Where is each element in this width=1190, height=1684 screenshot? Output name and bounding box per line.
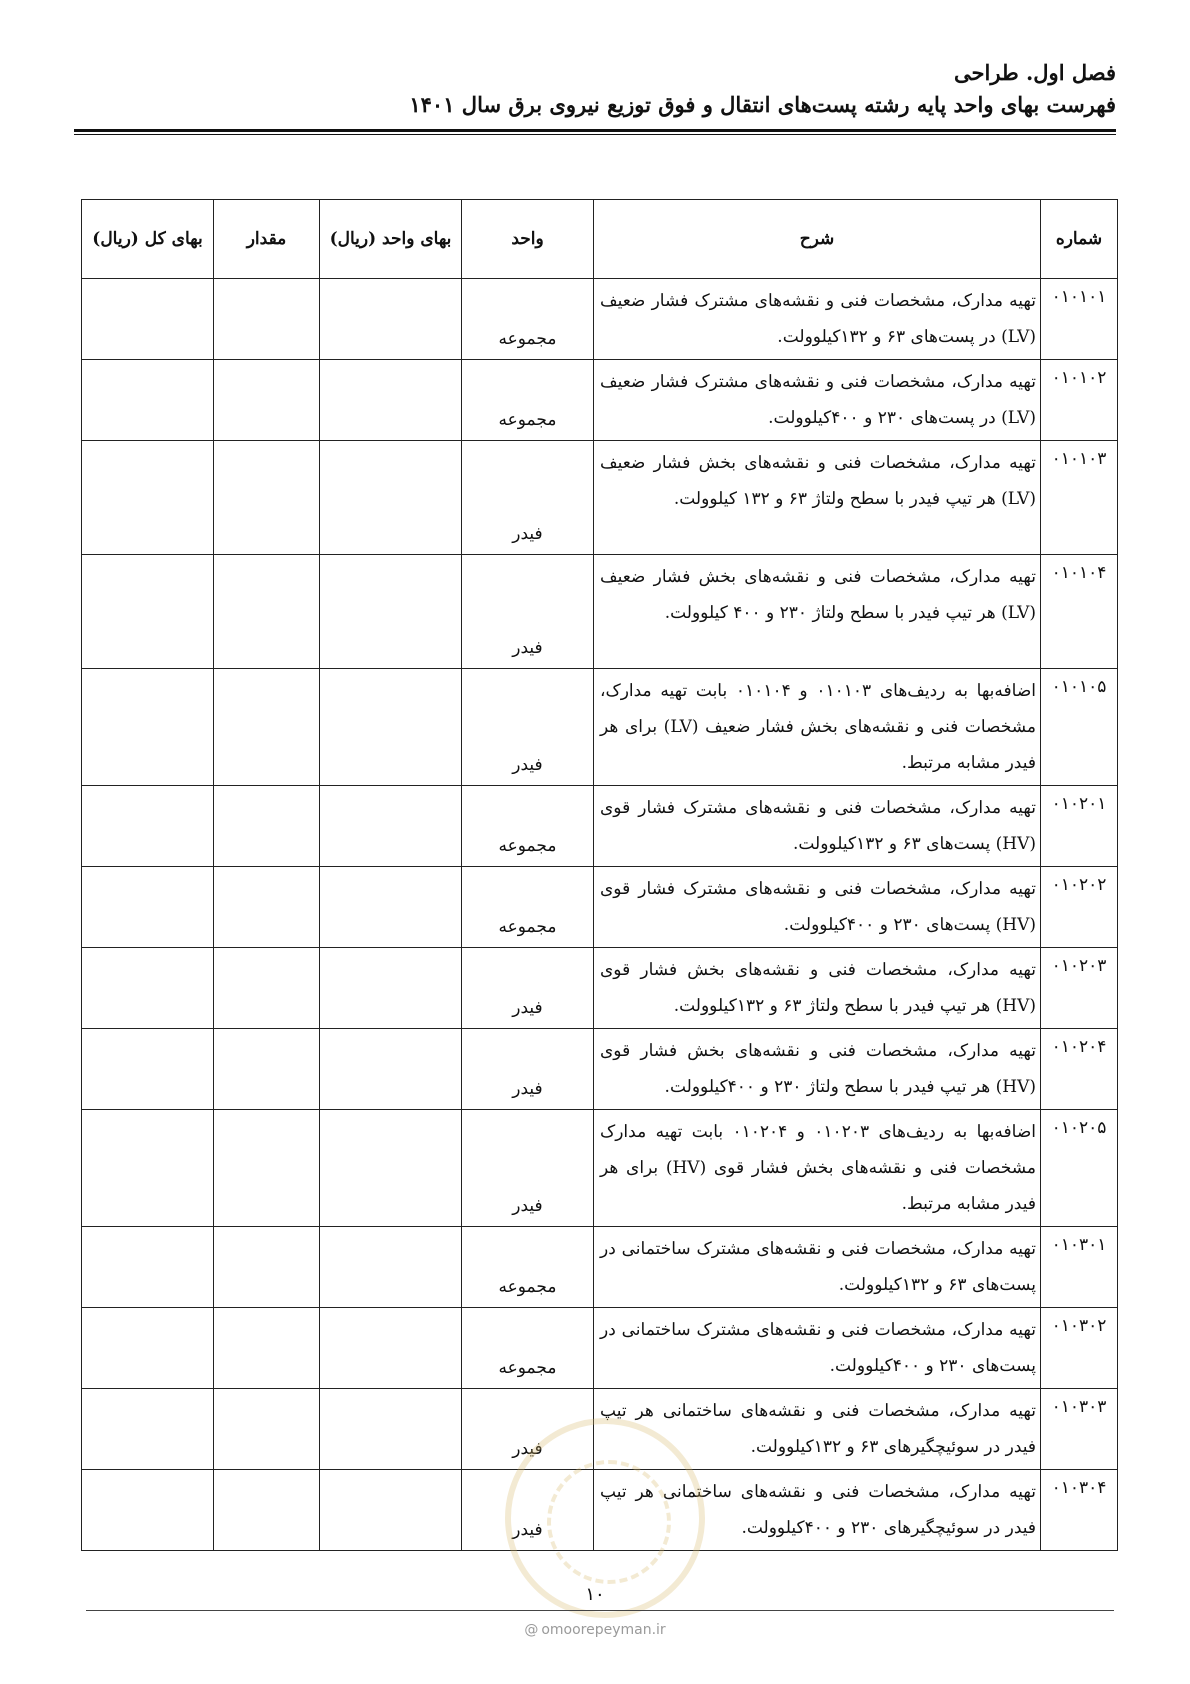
row-quantity [214, 1470, 320, 1551]
row-number: ۰۱۰۱۰۳ [1041, 441, 1118, 555]
row-quantity [214, 1110, 320, 1227]
row-unit-price [320, 1389, 462, 1470]
table-row [82, 555, 1118, 669]
row-quantity [214, 279, 320, 360]
row-quantity [214, 786, 320, 867]
row-description: تهیه مدارک، مشخصات فنی و نقشه‌های مشترک فشار ضعیف (LV) در پست‌های ۶۳ و ۱۳۲کیلوولت. [594, 279, 1041, 360]
row-unit: مجموعه [462, 1227, 594, 1308]
row-quantity [214, 1227, 320, 1308]
table-row [82, 1110, 1118, 1227]
chapter-title: فصل اول. طراحی [954, 60, 1116, 85]
header-rule-thin [74, 134, 1116, 135]
row-unit: فیدر [462, 669, 594, 786]
table-header-row [82, 200, 1118, 279]
table-row [82, 441, 1118, 555]
row-total-price [82, 1227, 214, 1308]
row-description: اضافه‌بها به ردیف‌های ۰۱۰۱۰۳ و ۰۱۰۱۰۴ بابت تهیه مدارک، مشخصات فنی و نقشه‌های بخش فشار ضعیف (LV) برای هر فیدر مشابه مرتبط. [594, 669, 1041, 786]
row-unit: مجموعه [462, 1308, 594, 1389]
column-header-quantity: مقدار [214, 200, 320, 279]
row-description: تهیه مدارک، مشخصات فنی و نقشه‌های ساختمانی هر تیپ فیدر در سوئیچگیرهای ۶۳ و ۱۳۲کیلوولت. [594, 1389, 1041, 1470]
table-row [82, 948, 1118, 1029]
row-number: ۰۱۰۲۰۲ [1041, 867, 1118, 948]
column-header-total-price: بهای کل (ریال) [82, 200, 214, 279]
row-unit: فیدر [462, 948, 594, 1029]
row-total-price [82, 1470, 214, 1551]
row-total-price [82, 555, 214, 669]
row-total-price [82, 1110, 214, 1227]
row-number: ۰۱۰۱۰۱ [1041, 279, 1118, 360]
row-total-price [82, 441, 214, 555]
row-quantity [214, 669, 320, 786]
column-header-unit: واحد [462, 200, 594, 279]
header-rule-thick [74, 129, 1116, 132]
row-unit-price [320, 1308, 462, 1389]
column-header-description: شرح [594, 200, 1041, 279]
website-text: omoorepeyman.ir [541, 1622, 666, 1638]
row-quantity [214, 1308, 320, 1389]
row-description: تهیه مدارک، مشخصات فنی و نقشه‌های مشترک فشار قوی (HV) پست‌های ۶۳ و ۱۳۲کیلوولت. [594, 786, 1041, 867]
table-row [82, 1308, 1118, 1389]
row-number: ۰۱۰۱۰۵ [1041, 669, 1118, 786]
row-description: تهیه مدارک، مشخصات فنی و نقشه‌های بخش فشار ضعیف (LV) هر تیپ فیدر با سطح ولتاژ ۶۳ و ۱۳۲ کیلوولت. [594, 441, 1041, 555]
row-total-price [82, 1308, 214, 1389]
row-number: ۰۱۰۱۰۲ [1041, 360, 1118, 441]
row-unit-price [320, 669, 462, 786]
row-total-price [82, 279, 214, 360]
table-row [82, 279, 1118, 360]
row-unit-price [320, 867, 462, 948]
row-unit: مجموعه [462, 786, 594, 867]
footer-rule [86, 1610, 1114, 1611]
row-unit: مجموعه [462, 279, 594, 360]
row-unit-price [320, 441, 462, 555]
column-header-number: شماره [1041, 200, 1118, 279]
row-total-price [82, 948, 214, 1029]
table-row [82, 867, 1118, 948]
row-total-price [82, 669, 214, 786]
row-number: ۰۱۰۲۰۳ [1041, 948, 1118, 1029]
row-unit-price [320, 1029, 462, 1110]
row-unit-price [320, 279, 462, 360]
row-quantity [214, 1029, 320, 1110]
row-total-price [82, 360, 214, 441]
row-unit-price [320, 948, 462, 1029]
row-description: تهیه مدارک، مشخصات فنی و نقشه‌های بخش فشار ضعیف (LV) هر تیپ فیدر با سطح ولتاژ ۲۳۰ و ۴۰۰ کیلوولت. [594, 555, 1041, 669]
row-total-price [82, 786, 214, 867]
row-total-price [82, 1389, 214, 1470]
page-number: ۱۰ [585, 1584, 605, 1605]
row-number: ۰۱۰۲۰۱ [1041, 786, 1118, 867]
row-number: ۰۱۰۲۰۵ [1041, 1110, 1118, 1227]
row-description: تهیه مدارک، مشخصات فنی و نقشه‌های مشترک ساختمانی در پست‌های ۲۳۰ و ۴۰۰کیلوولت. [594, 1308, 1041, 1389]
row-quantity [214, 555, 320, 669]
row-unit: فیدر [462, 1029, 594, 1110]
row-total-price [82, 1029, 214, 1110]
row-number: ۰۱۰۳۰۴ [1041, 1470, 1118, 1551]
row-unit: مجموعه [462, 867, 594, 948]
row-unit: فیدر [462, 441, 594, 555]
table-row [82, 1227, 1118, 1308]
row-unit: فیدر [462, 1110, 594, 1227]
row-unit-price [320, 1227, 462, 1308]
row-description: تهیه مدارک، مشخصات فنی و نقشه‌های ساختمانی هر تیپ فیدر در سوئیچگیرهای ۲۳۰ و ۴۰۰کیلوولت. [594, 1470, 1041, 1551]
row-description: تهیه مدارک، مشخصات فنی و نقشه‌های بخش فشار قوی (HV) هر تیپ فیدر با سطح ولتاژ ۲۳۰ و ۴۰۰کیلوولت. [594, 1029, 1041, 1110]
row-number: ۰۱۰۳۰۳ [1041, 1389, 1118, 1470]
price-list-table [81, 199, 1118, 1551]
document-subtitle: فهرست بهای واحد پایه رشته پست‌های انتقال و فوق توزیع نیروی برق سال ۱۴۰۱ [409, 92, 1116, 117]
row-number: ۰۱۰۳۰۱ [1041, 1227, 1118, 1308]
column-header-unit-price: بهای واحد (ریال) [320, 200, 462, 279]
row-total-price [82, 867, 214, 948]
row-number: ۰۱۰۳۰۲ [1041, 1308, 1118, 1389]
row-number: ۰۱۰۱۰۴ [1041, 555, 1118, 669]
row-quantity [214, 360, 320, 441]
row-description: تهیه مدارک، مشخصات فنی و نقشه‌های بخش فشار قوی (HV) هر تیپ فیدر با سطح ولتاژ ۶۳ و ۱۳۲کیلوولت. [594, 948, 1041, 1029]
row-description: تهیه مدارک، مشخصات فنی و نقشه‌های مشترک ساختمانی در پست‌های ۶۳ و ۱۳۲کیلوولت. [594, 1227, 1041, 1308]
row-unit: فیدر [462, 555, 594, 669]
row-quantity [214, 441, 320, 555]
page-header [74, 58, 1116, 122]
row-unit: مجموعه [462, 360, 594, 441]
row-unit: فیدر [462, 1389, 594, 1470]
row-quantity [214, 867, 320, 948]
row-unit-price [320, 360, 462, 441]
row-description: تهیه مدارک، مشخصات فنی و نقشه‌های مشترک فشار قوی (HV) پست‌های ۲۳۰ و ۴۰۰کیلوولت. [594, 867, 1041, 948]
website-credit [0, 1622, 1190, 1638]
row-number: ۰۱۰۲۰۴ [1041, 1029, 1118, 1110]
table-row [82, 669, 1118, 786]
table-row [82, 786, 1118, 867]
row-unit-price [320, 1470, 462, 1551]
row-unit-price [320, 786, 462, 867]
table-row [82, 1029, 1118, 1110]
row-unit-price [320, 1110, 462, 1227]
table-row [82, 1470, 1118, 1551]
row-unit-price [320, 555, 462, 669]
table-row [82, 360, 1118, 441]
row-description: تهیه مدارک، مشخصات فنی و نقشه‌های مشترک فشار ضعیف (LV) در پست‌های ۲۳۰ و ۴۰۰کیلوولت. [594, 360, 1041, 441]
table-row [82, 1389, 1118, 1470]
row-quantity [214, 948, 320, 1029]
row-description: اضافه‌بها به ردیف‌های ۰۱۰۲۰۳ و ۰۱۰۲۰۴ بابت تهیه مدارک مشخصات فنی و نقشه‌های بخش فشار قوی (HV) برای هر فیدر مشابه مرتبط. [594, 1110, 1041, 1227]
at-icon: @ [524, 1622, 539, 1638]
row-quantity [214, 1389, 320, 1470]
row-unit: فیدر [462, 1470, 594, 1551]
